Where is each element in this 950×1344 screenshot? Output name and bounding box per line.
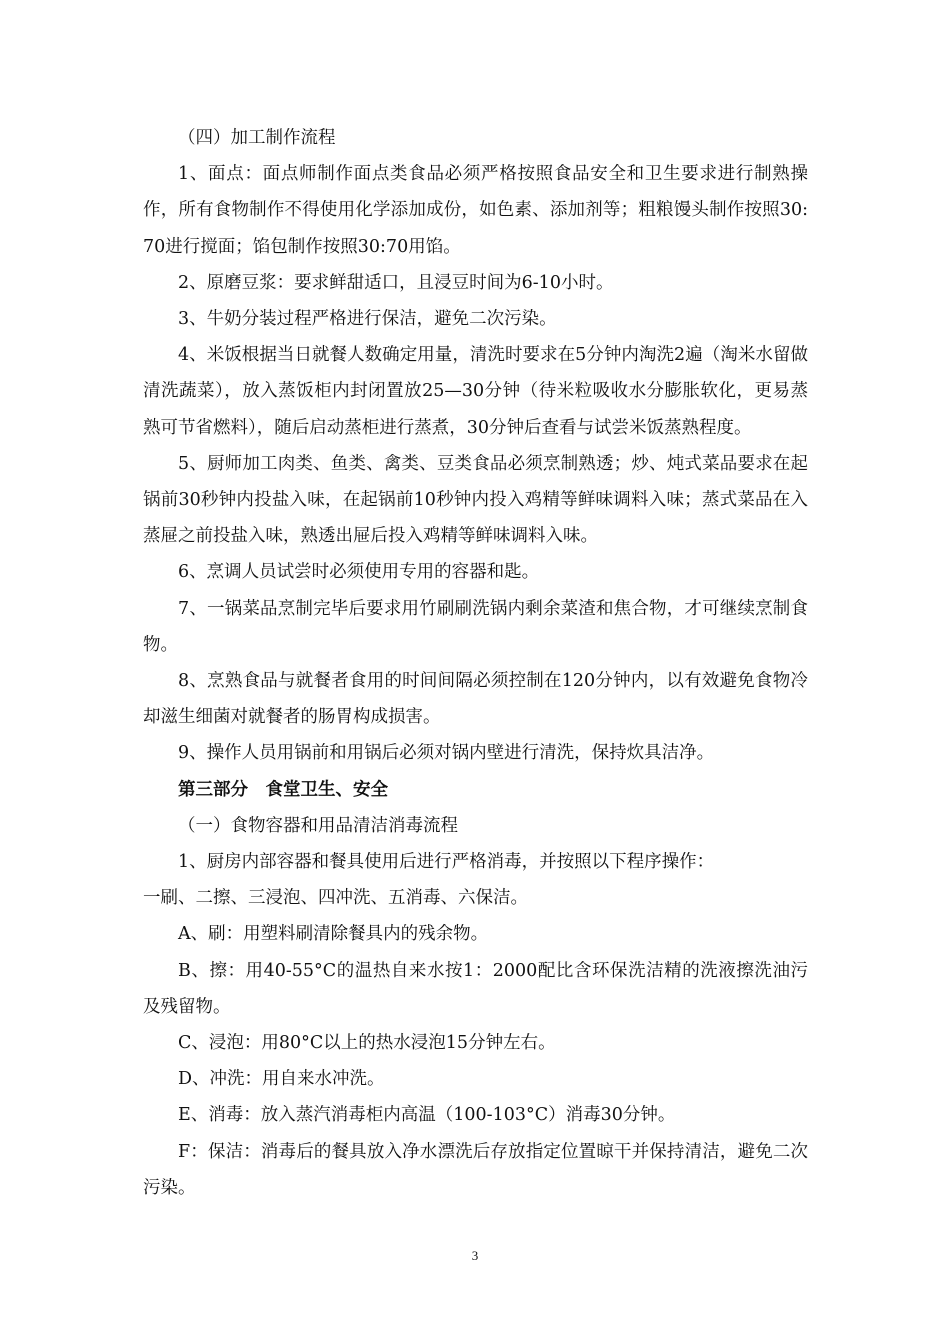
paragraph-step-a: A、刷：用塑料刷清除餐具内的残余物。: [178, 924, 489, 945]
paragraph-chef: 5、厨师加工肉类、鱼类、禽类、豆类食品必须烹制熟透；炒、炖式菜品要求在起锅前30秒钟内投盐入味，在起锅前10秒钟内投入鸡精等鲜味调料入味；蒸式菜品在入蒸屉之前投盐入味，熟透出屉后投入鸡精等鲜味调料入味。: [143, 453, 808, 547]
paragraph-soymilk: 2、原磨豆浆：要求鲜甜适口，且浸豆时间为6-10小时。: [178, 272, 614, 293]
paragraph-wok-clean: 7、一锅菜品烹制完毕后要求用竹刷刷洗锅内剩余菜渣和焦合物，才可继续烹制食物。: [143, 598, 808, 655]
subsection-heading-cleaning: （一）食物容器和用品清洁消毒流程: [178, 815, 458, 836]
paragraph-steps: 一刷、二擦、三浸泡、四冲洗、五消毒、六保洁。: [143, 888, 528, 909]
paragraph-disinfection: 1、厨房内部容器和餐具使用后进行严格消毒，并按照以下程序操作：: [178, 852, 715, 873]
paragraph-noodle: 1、面点：面点师制作面点类食品必须严格按照食品安全和卫生要求进行制熟操作，所有食物制作不得使用化学添加成份，如色素、添加剂等；粗粮馒头制作按照30:70进行搅面；馅包制作按照30:70用馅。: [143, 164, 808, 257]
paragraph-time-limit: 8、烹熟食品与就餐者食用的时间间隔必须控制在120分钟内，以有效避免食物冷却滋生细菌对就餐者的肠胃构成损害。: [143, 671, 808, 728]
page-number: 3: [471, 1248, 479, 1263]
paragraph-step-b: B、擦：用40-55°C的温热自来水按1：2000配比含环保洗洁精的洗液擦洗油污及残留物。: [143, 960, 808, 1017]
paragraph-step-e: E、消毒：放入蒸汽消毒柜内高温（100-103°C）消毒30分钟。: [178, 1105, 676, 1126]
subsection-heading: （四）加工制作流程: [178, 128, 336, 148]
section-heading: 第三部分 食堂卫生、安全: [178, 779, 388, 800]
paragraph-tasting: 6、烹调人员试尝时必须使用专用的容器和匙。: [178, 562, 540, 583]
paragraph-step-f: F：保洁：消毒后的餐具放入净水漂洗后存放指定位置晾干并保持清洁，避免二次污染。: [143, 1141, 808, 1198]
paragraph-step-c: C、浸泡：用80°C以上的热水浸泡15分钟左右。: [178, 1033, 556, 1054]
document-body: [143, 120, 808, 1206]
paragraph-rice: 4、米饭根据当日就餐人数确定用量，清洗时要求在5分钟内淘洗2遍（淘米水留做清洗蔬菜），放入蒸饭柜内封闭置放25—30分钟（待米粒吸收水分膨胀软化，更易蒸熟可节省燃料），随后启动蒸柜进行蒸煮，30分钟后查看与试尝米饭蒸熟程度。: [143, 345, 808, 438]
paragraph-wok-wall: 9、操作人员用锅前和用锅后必须对锅内壁进行清洗，保持炊具洁净。: [178, 743, 715, 764]
paragraph-milk: 3、牛奶分装过程严格进行保洁，避免二次污染。: [178, 309, 557, 330]
paragraph-step-d: D、冲洗：用自来水冲洗。: [178, 1069, 385, 1090]
